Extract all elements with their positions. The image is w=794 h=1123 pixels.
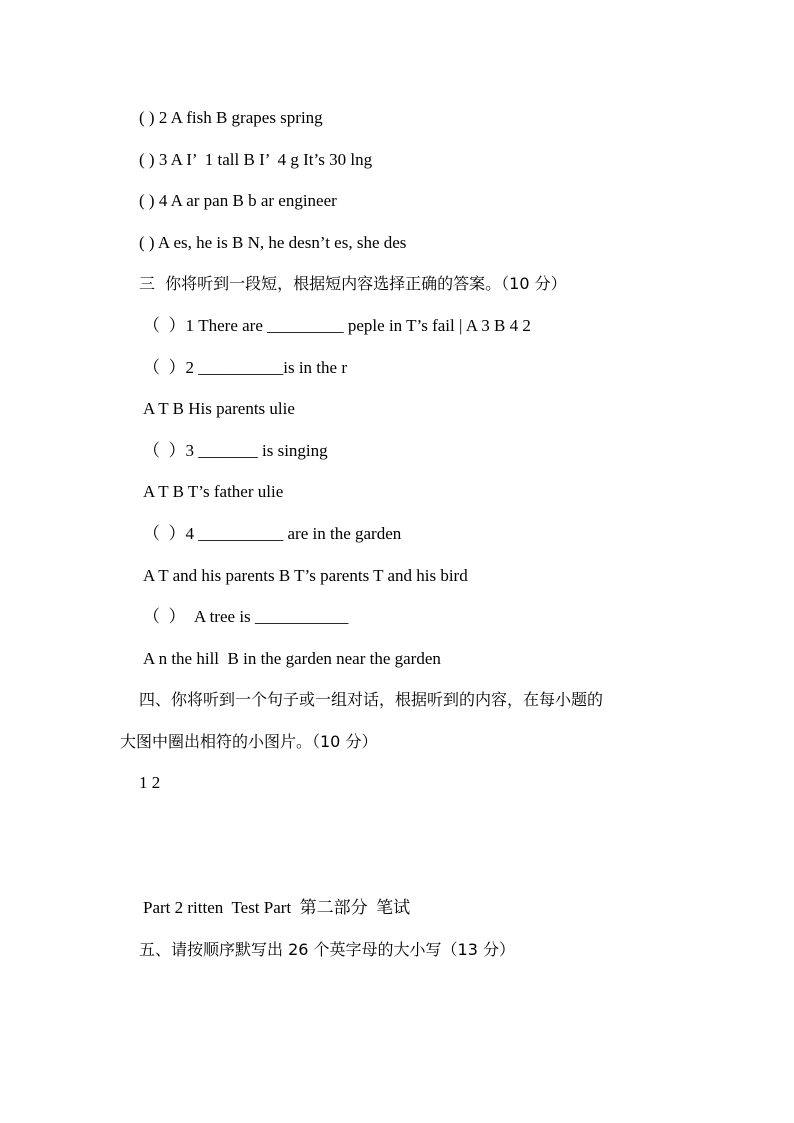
question-2-options: ( ) 2 A fish B grapes spring [139, 108, 323, 127]
section-3-question-2: （ ）2 __________is in the r [143, 358, 347, 377]
section-3-question-3: （ ）3 _______ is singing [143, 441, 328, 460]
part-2-heading: Part 2 ritten Test Part 第二部分 笔试 [143, 898, 411, 917]
section-3-question-5-options: A n the hill B in the garden near the garden [143, 649, 441, 668]
question-3-options: ( ) 3 A I’ 1 tall B I’ 4 g It’s 30 lng [139, 150, 373, 169]
question-5-options: ( ) A es, he is B N, he desn’t es, she des [139, 233, 407, 252]
section-4-heading-continued: 大图中圈出相符的小图片。（10 分） [120, 732, 378, 751]
section-3-question-2-options: A T B His parents ulie [143, 399, 295, 418]
section-3-question-1: （ ）1 There are _________ peple in T’s fail | A 3 B 4 2 [143, 316, 531, 335]
section-3-question-4-options: A T and his parents B T’s parents T and his bird [143, 566, 468, 585]
section-3-question-5: （ ） A tree is ___________ [143, 607, 349, 626]
section-5-heading: 五、请按顺序默写出 26 个英字母的大小写（13 分） [139, 940, 515, 959]
section-3-question-3-options: A T B T’s father ulie [143, 482, 284, 501]
section-4-heading: 四、你将听到一个句子或一组对话，根据听到的内容，在每小题的 [139, 690, 604, 709]
question-4-options: ( ) 4 A ar pan B b ar engineer [139, 191, 337, 210]
section-3-question-4: （ ）4 __________ are in the garden [143, 524, 402, 543]
section-3-heading: 三 你将听到一段短，根据短内容选择正确的答案。（10 分） [139, 274, 567, 293]
picture-numbers: 1 2 [139, 773, 161, 792]
